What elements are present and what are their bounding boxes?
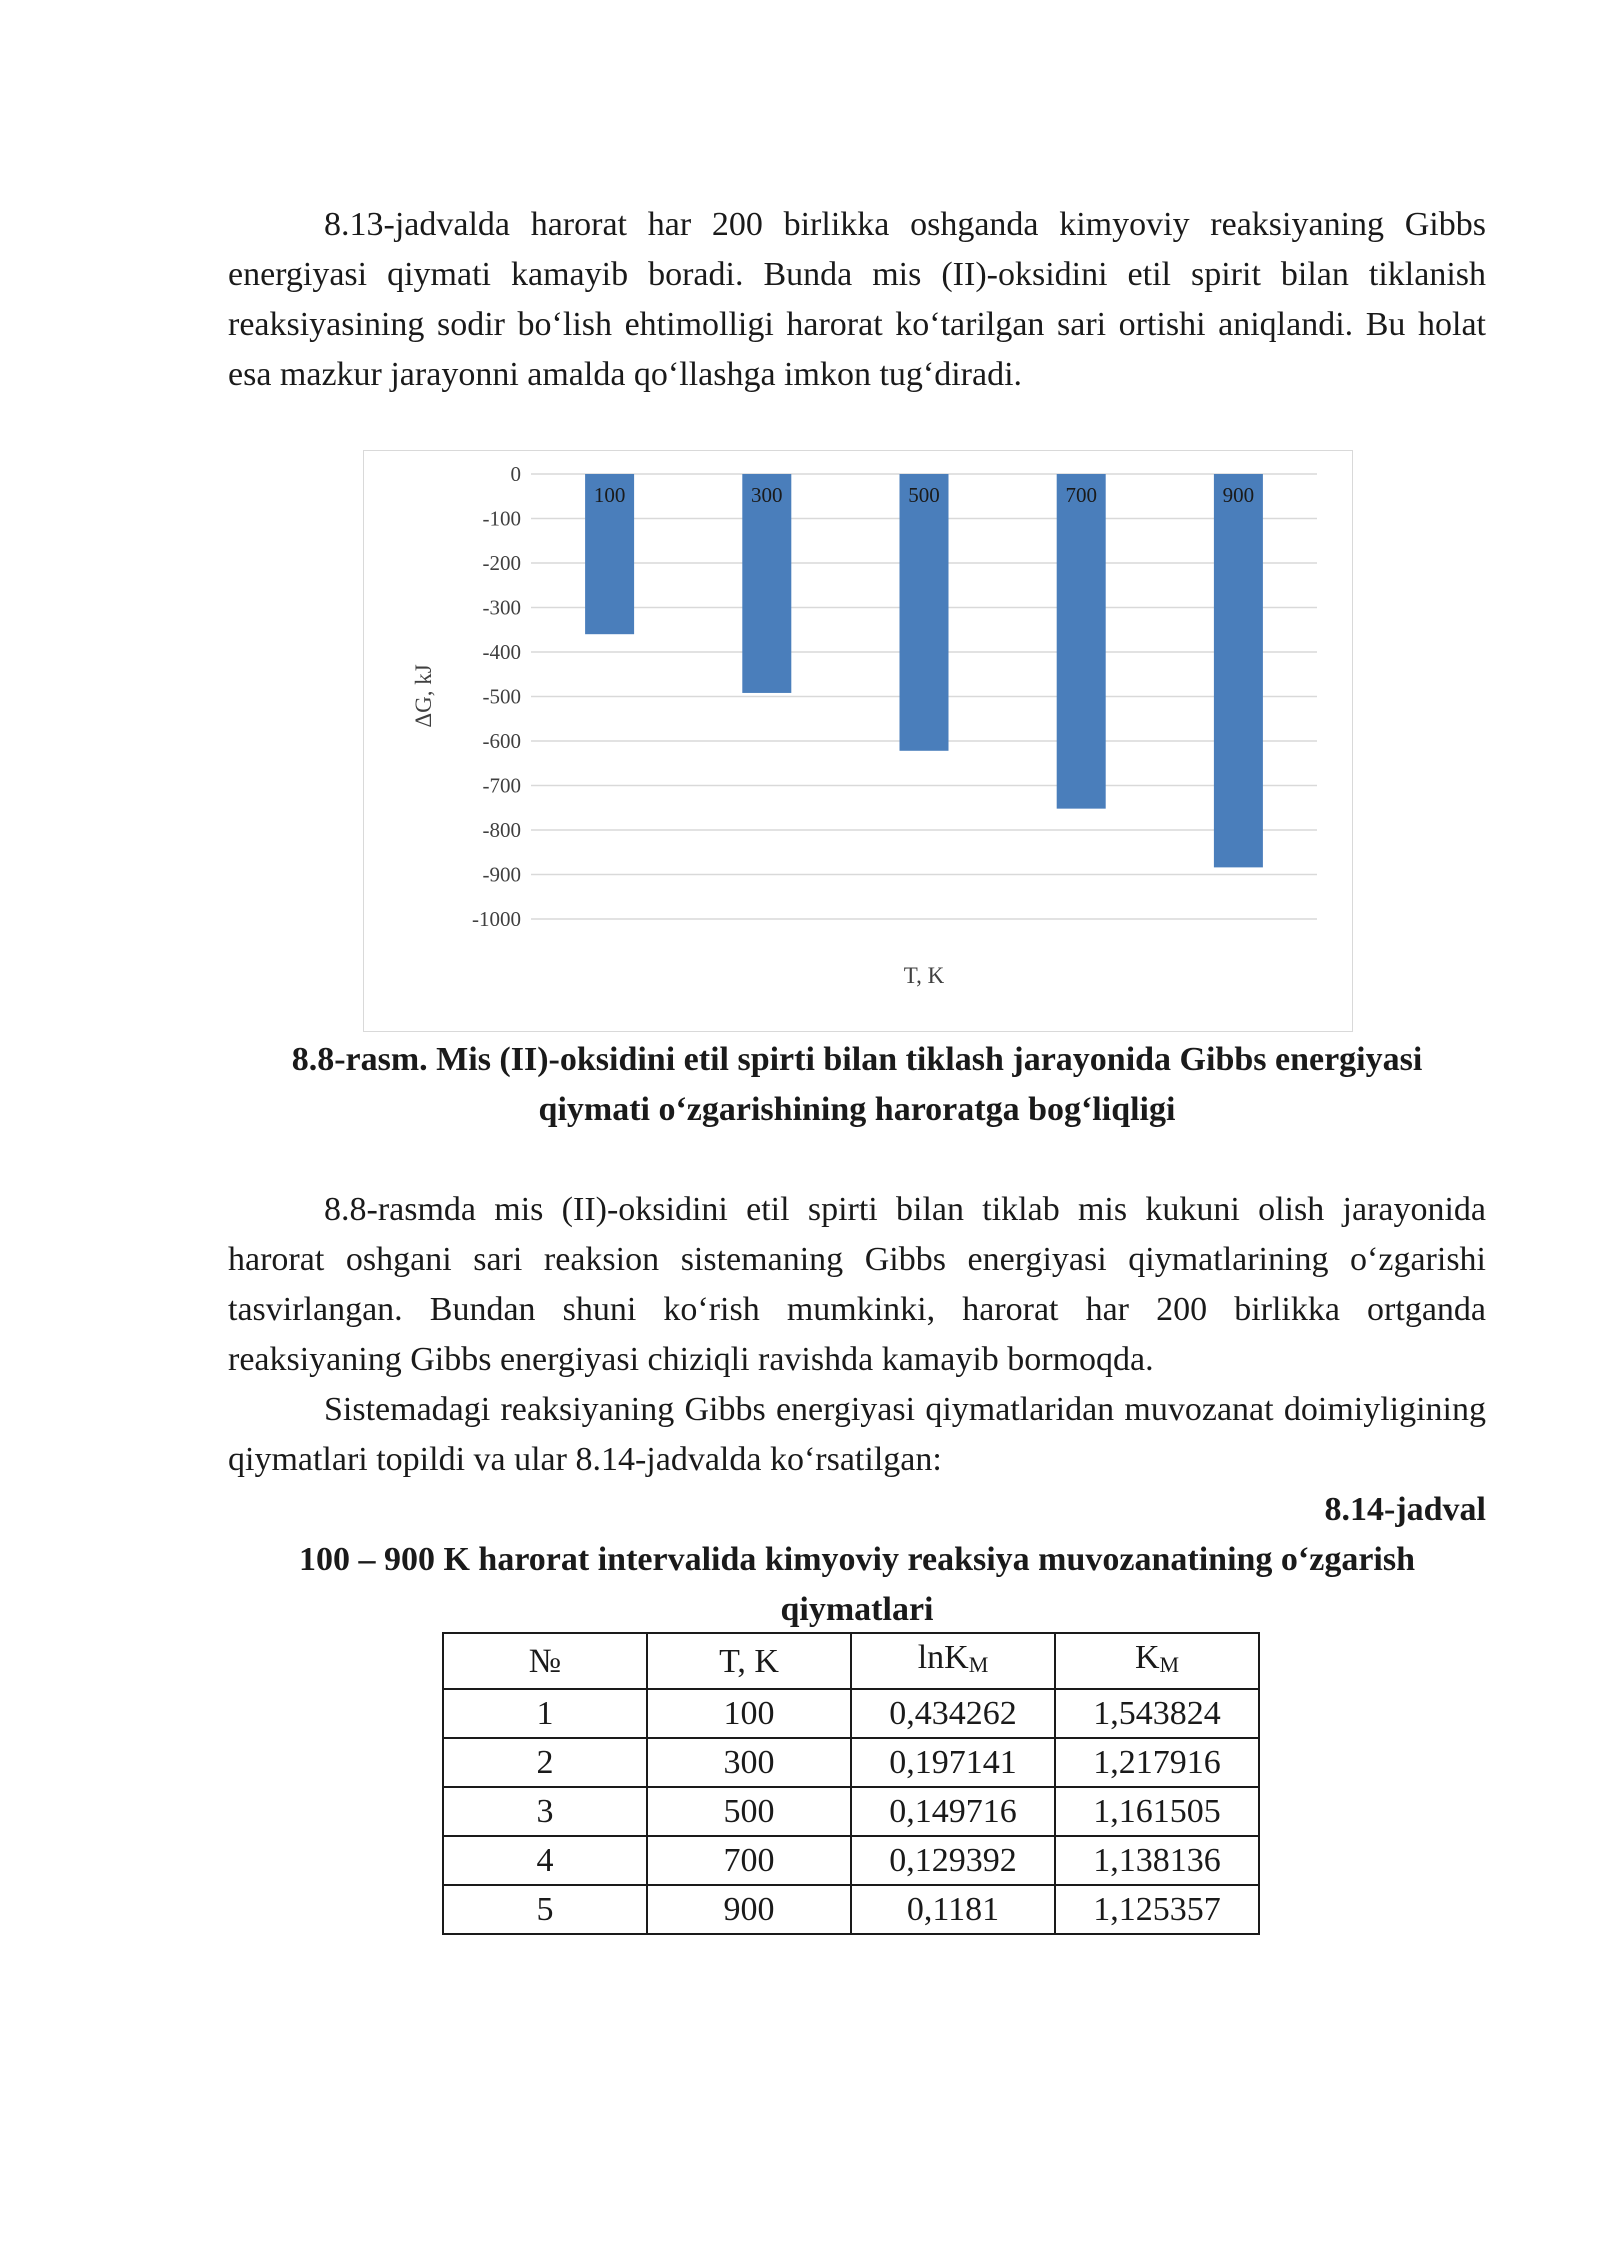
- document-page: [228, 200, 1486, 400]
- bar: [1214, 474, 1263, 867]
- table-row: [443, 1738, 1259, 1787]
- cell-km: 1,217916: [1055, 1738, 1259, 1787]
- cell-km: 1,138136: [1055, 1836, 1259, 1885]
- text-block-2: [228, 1185, 1486, 1635]
- bar: [900, 474, 949, 751]
- table-row: [443, 1836, 1259, 1885]
- cell-km: 1,543824: [1055, 1689, 1259, 1738]
- cell-number: 4: [443, 1836, 647, 1885]
- header-temperature: T, K: [647, 1633, 851, 1689]
- figure-caption-line-2: qiymati o‘zgarishining haroratga bog‘liqligi: [538, 1091, 1176, 1128]
- y-tick-label: -100: [482, 506, 521, 531]
- category-label: 300: [751, 483, 783, 507]
- y-tick-label: -600: [482, 729, 521, 753]
- table-title-line-2: qiymatlari: [780, 1591, 934, 1628]
- y-tick-label: -800: [482, 818, 521, 842]
- equilibrium-table: [442, 1632, 1260, 1935]
- table-title-line-1: 100 – 900 K harorat intervalida kimyoviy reaksiya muvozanatining o‘zgarish: [298, 1541, 1416, 1578]
- gibbs-energy-chart: [363, 450, 1353, 1032]
- y-tick-label: -400: [482, 640, 521, 664]
- header-lnkm-sub: M: [968, 1652, 989, 1677]
- header-km-sub: M: [1159, 1652, 1180, 1677]
- category-label: 700: [1065, 483, 1097, 507]
- paragraph-intro: 8.13-jadvalda harorat har 200 birlikka oshganda kimyoviy reaksiyaning Gibbs energiyasi qiymati kamayib boradi. Bunda mis (II)-oksidini etil spirit bilan tiklanish reaksiyasining sodir bo‘lish ehtimolligi harorat ko‘tarilgan sari ortishi aniqlandi. Bu holat esa mazkur jarayonni amalda qo‘llashga imkon tug‘diradi.: [228, 206, 1486, 393]
- category-label: 900: [1222, 483, 1255, 507]
- category-label: 500: [908, 483, 940, 507]
- cell-number: 3: [443, 1787, 647, 1836]
- cell-lnkm: 0,129392: [851, 1836, 1055, 1885]
- cell-lnkm: 0,434262: [851, 1689, 1055, 1738]
- y-axis-label: ΔG, kJ: [411, 664, 436, 728]
- category-label: 100: [593, 483, 626, 507]
- equilibrium-table-wrap: [442, 1632, 1260, 1935]
- cell-temperature: 700: [647, 1836, 851, 1885]
- y-tick-label: -200: [482, 551, 521, 575]
- x-axis-label: T, K: [903, 963, 945, 988]
- y-tick-label: -500: [482, 684, 521, 709]
- cell-number: 2: [443, 1738, 647, 1787]
- figure-caption-block: [228, 1035, 1486, 1135]
- cell-temperature: 300: [647, 1738, 851, 1787]
- table-header-row: [443, 1633, 1259, 1689]
- y-tick-label: 0: [510, 462, 521, 486]
- cell-number: 5: [443, 1885, 647, 1934]
- header-km: [1055, 1633, 1259, 1689]
- header-number: №: [443, 1633, 647, 1689]
- header-lnkm-main: lnK: [917, 1639, 969, 1676]
- cell-lnkm: 0,197141: [851, 1738, 1055, 1787]
- table-row: [443, 1689, 1259, 1738]
- figure-caption-line-1: 8.8-rasm. Mis (II)-oksidini etil spirti bilan tiklash jarayonida Gibbs energiyasi: [291, 1041, 1423, 1078]
- y-tick-label: -700: [482, 773, 521, 798]
- cell-km: 1,125357: [1055, 1885, 1259, 1934]
- table-row: [443, 1885, 1259, 1934]
- header-km-main: K: [1134, 1639, 1160, 1676]
- cell-temperature: 900: [647, 1885, 851, 1934]
- paragraph-equilibrium: Sistemadagi reaksiyaning Gibbs energiyasi qiymatlaridan muvozanat doimiyligining qiymatlari topildi va ular 8.14-jadvalda ko‘rsatilgan:: [228, 1391, 1486, 1478]
- header-lnkm: [851, 1633, 1055, 1689]
- cell-lnkm: 0,1181: [851, 1885, 1055, 1934]
- table-row: [443, 1787, 1259, 1836]
- table-label: 8.14-jadval: [1324, 1491, 1486, 1528]
- y-tick-label: -1000: [472, 907, 521, 931]
- cell-temperature: 100: [647, 1689, 851, 1738]
- cell-km: 1,161505: [1055, 1787, 1259, 1836]
- cell-number: 1: [443, 1689, 647, 1738]
- cell-temperature: 500: [647, 1787, 851, 1836]
- y-tick-label: -900: [482, 862, 521, 887]
- paragraph-description: 8.8-rasmda mis (II)-oksidini etil spirti bilan tiklab mis kukuni olish jarayonida harorat oshgani sari reaksion sistemaning Gibbs energiyasi qiymatlarining o‘zgarishi tasvirlangan. Bundan shuni ko‘rish mumkinki, harorat har 200 birlikka ortganda reaksiyaning Gibbs energiyasi chiziqli ravishda kamayib bormoqda.: [228, 1191, 1486, 1378]
- chart-svg: [364, 451, 1352, 1031]
- y-tick-label: -300: [482, 595, 521, 620]
- cell-lnkm: 0,149716: [851, 1787, 1055, 1836]
- bar: [1057, 474, 1106, 809]
